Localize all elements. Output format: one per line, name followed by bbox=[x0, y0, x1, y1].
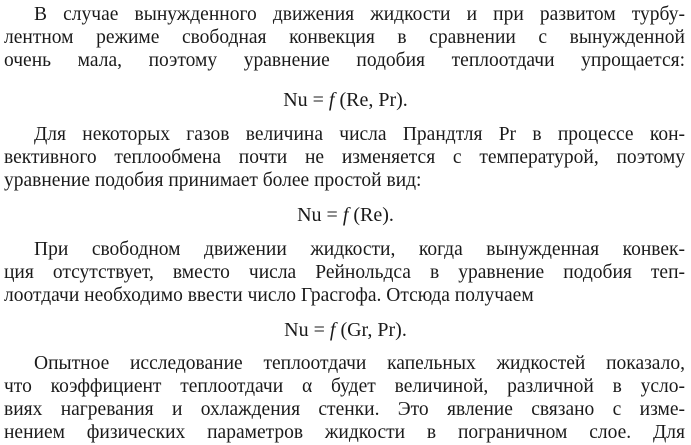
equation-nu-re: Nu = f (Re). bbox=[297, 204, 394, 226]
text-line: В случае вынужденного движения жидкости и при развитом турбу- bbox=[34, 4, 685, 25]
text-line: виях нагревания и охлаждения стенки. Это явление связано с изме- bbox=[4, 399, 685, 420]
text-line: лоотдачи необходимо ввести число Грасгофа. Отсюда получаем bbox=[4, 285, 534, 306]
text-line: очень мала, поэтому уравнение подобия теплоотдачи упрощается: bbox=[4, 50, 685, 71]
equation-nu-re-pr: Nu = f (Re, Pr). bbox=[283, 89, 408, 111]
equation-nu-gr-pr: Nu = f (Gr, Pr). bbox=[284, 319, 407, 341]
text-line: нением физических параметров жидкости в пограничном слое. Для bbox=[4, 422, 685, 443]
text-line: вективного теплообмена почти не изменяется с температурой, поэтому bbox=[4, 147, 685, 168]
text-line: уравнение подобия принимает более простой вид: bbox=[4, 170, 422, 191]
text-line: Опытное исследование теплоотдачи капельных жидкостей показало, bbox=[34, 353, 685, 374]
text-line: При свободном движении жидкости, когда вынужденная конвек- bbox=[34, 239, 685, 260]
text-line: Для некоторых газов величина числа Прандтля Pr в процессе кон- bbox=[34, 124, 685, 145]
text-line: ция отсутствует, вместо числа Рейнольдса в уравнение подобия теп- bbox=[4, 262, 685, 283]
text-line: что коэффициент теплоотдачи α будет величиной, различной в усло- bbox=[4, 376, 685, 397]
text-line: лентном режиме свободная конвекция в сравнении с вынужденной bbox=[4, 27, 685, 48]
